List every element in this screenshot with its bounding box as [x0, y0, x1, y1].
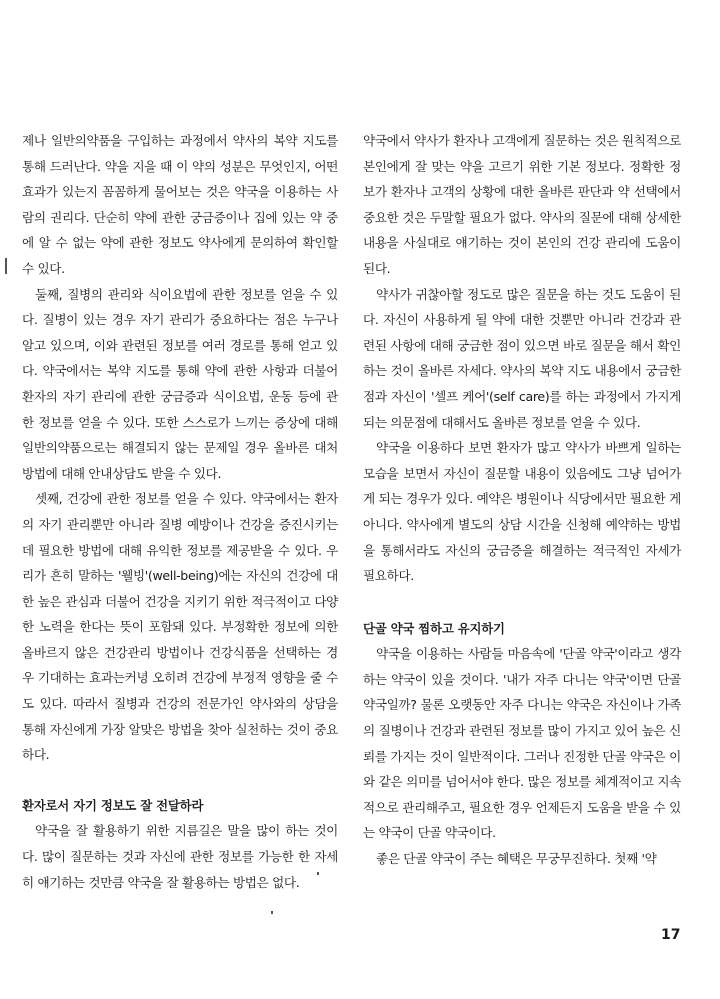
body-paragraph: 약국을 이용하는 사람들 마음속에 '단골 약국'이라고 생각하는 약국이 있을 것이다. '내가 자주 다니는 약국'이면 단골 약국일까? 물론 오랫동안 자주 다니는 약국은 자신이나 가족의 질병이나 건강과 관련된 정보를 많이 가지고 있어 높은 신뢰를 가지는 것이 일반적이다. 그러나 진정한 단골 약국은 이와 같은 의미를 넘어서야 한다. 많은 정보를 체계적이고 지속적으로 관리해주고, 필요한 경우 언제든지 도움을 받을 수 있는 약국이 단골 약국이다. [363, 646, 681, 841]
body-paragraph-truncated: 좋은 단골 약국이 주는 혜택은 무궁무진하다. 첫째 '약 [376, 851, 657, 867]
body-paragraph: 셋째, 건강에 관한 정보를 얻을 수 있다. 약국에서는 환자의 자기 관리뿐만 아니라 질병 예방이나 건강을 증진시키는 데 필요한 방법에 대해 유익한 정보를 제공받을 수 있다. 우리가 흔히 말하는 '웰빙'(well-being)에는 자신의 건강에 대한 높은 관심과 더불어 건강을 지키기 위한 적극적이고 다양한 노력을 한다는 뜻이 포함돼 있다. 부정확한 정보에 의한 올바르지 않은 건강관리 방법이나 건강식품을 선택하는 경우 기대하는 효과는커녕 오히려 건강에 부정적 영향을 줄 수도 있다. 따라서 질병과 건강의 전문가인 약사와의 상담을 통해 자신에게 가장 알맞은 방법을 찾아 실천하는 것이 중요하다. [22, 491, 338, 763]
section-spacer [363, 589, 681, 616]
right-column [363, 128, 681, 872]
body-paragraph: 둘째, 질병의 관리와 식이요법에 관한 정보를 얻을 수 있다. 질병이 있는 경우 자기 관리가 중요하다는 점은 누구나 알고 있으며, 이와 관련된 정보를 여러 경로를 통해 얻고 있다. 약국에서는 복약 지도를 통해 약에 관한 사항과 더불어 환자의 자기 관리에 관한 궁금증과 식이요법, 운동 등에 관한 정보를 얻을 수 있다. 또한 스스로가 느끼는 증상에 대해 일반의약품으로는 해결되지 않는 문제일 경우 올바른 대처 방법에 대해 안내상담도 받을 수 있다. [22, 286, 338, 481]
body-paragraph-continued: 약국에서 약사가 환자나 고객에게 질문하는 것은 원칙적으로 본인에게 잘 맞는 약을 고르기 위한 기본 정보다. 정확한 정보가 환자나 고객의 상황에 대한 올바른 판단과 약 선택에서 중요한 것은 두말할 필요가 없다. 약사의 질문에 대해 상세한 내용을 사실대로 얘기하는 것이 본인의 건강 관리에 도움이 된다. [363, 133, 681, 276]
section-spacer [22, 768, 338, 793]
page-number: 17 [661, 927, 681, 943]
left-column [22, 128, 338, 895]
body-paragraph-continued: 제나 일반의약품을 구입하는 과정에서 약사의 복약 지도를 통해 드러난다. 약을 지을 때 이 약의 성분은 무엇인지, 어떤 효과가 있는지 꼼꼼하게 물어보는 것은 약국을 이용하는 사람의 권리다. 단순히 약에 관한 궁금증이나 집에 있는 약 중에 알 수 없는 약에 관한 정보도 약사에게 문의하여 확인할 수 있다. [22, 133, 338, 276]
scan-speck [271, 911, 273, 914]
scan-speck [317, 872, 319, 875]
section-heading: 단골 약국 찜하고 유지하기 [363, 620, 505, 636]
body-paragraph: 약국을 잘 활용하기 위한 지름길은 말을 많이 하는 것이다. 많이 질문하는 것과 자신에 관한 정보를 가능한 한 자세히 얘기하는 것만큼 약국을 잘 활용하는 방법은 없다. [22, 823, 338, 890]
body-paragraph: 약국을 이용하다 보면 환자가 많고 약사가 바쁘게 일하는 모습을 보면서 자신이 질문할 내용이 있음에도 그냥 넘어가게 되는 경우가 있다. 예약은 병원이나 식당에서만 필요한 게 아니다. 약사에게 별도의 상담 시간을 신청해 예약하는 방법을 통해서라도 자신의 궁금증을 해결하는 적극적인 자세가 필요하다. [363, 440, 681, 584]
scan-speck [5, 258, 7, 274]
body-paragraph: 약사가 귀찮아할 정도로 많은 질문을 하는 것도 도움이 된다. 자신이 사용하게 될 약에 대한 것뿐만 아니라 건강과 관련된 사항에 대해 궁금한 점이 있으면 바로 질문을 해서 확인하는 것이 올바른 자세다. 약사의 복약 지도 내용에서 궁금한 점과 자신이 '셀프 케어'(self care)를 하는 과정에서 가지게 되는 의문점에 대해서도 올바른 정보를 얻을 수 있다. [363, 286, 681, 430]
section-heading: 환자로서 자기 정보도 잘 전달하라 [22, 797, 204, 813]
